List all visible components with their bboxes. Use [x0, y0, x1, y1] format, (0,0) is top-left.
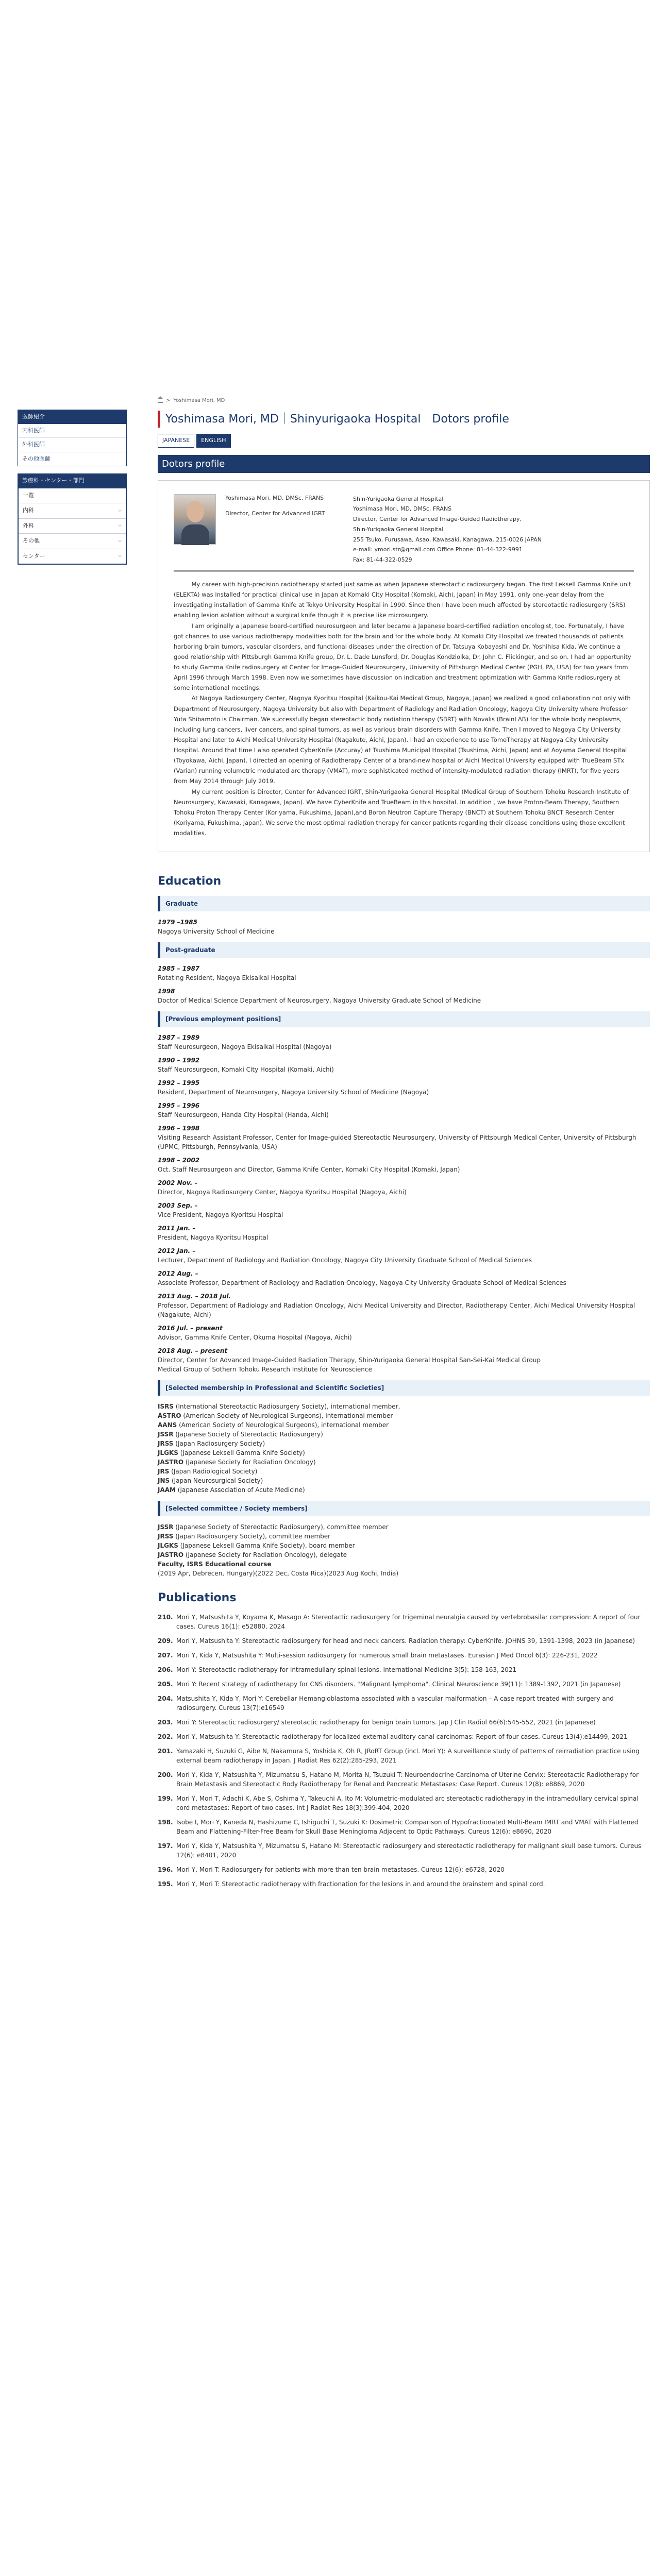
history-entry [158, 1324, 650, 1342]
bio-paragraph: At Nagoya Radiosurgery Center, Nagoya Kyoritsu Hospital (Kaikou-Kai Medical Group, Nagoya, Japan) we realized a good collaboration not only with Department of Neurosurgery, Nagoya University but also with Department of Radiology and Radiation Oncology, Nagoya City University where Professor Yuta Shibamoto is Chairman. We successfully began stereotactic body radiation therapy (SBRT) with Novalis (BrainLAB) for the whole body neoplasms, including lung cancers, liver cancers, and spinal tumors, as well as various brain disorders with Gamma Knife. Then I moved to Nagoya City University Hospital and later to Aichi Medical University Hospital (Nagakute, Aichi, Japan). I had an experience to use TomoTherapy at Nagoya City University Hospital. Around that time I also operated CyberKnife (Accuray) at Tsushima Municipal Hospital (Tsushima, Aichi, Japan) and at Aoyama General Hospital (Toyokawa, Aichi, Japan). I directed an opening of Radiotherapy Center of a brand-new hospital of Aichi Medical University equipped with TrueBeam STx (Varian) running volumetric modulated arc therapy (VMAT), more sophisticated method of intensity-modulated radiation therapy (IMRT), for five years from May 2014 through July 2019. [174, 694, 631, 785]
publication-item [158, 1613, 650, 1631]
doctor-position: Director, Center for Advanced IGRT [225, 510, 325, 517]
entry-year: 1996 – 1998 [158, 1125, 200, 1132]
entry-year: 1992 – 1995 [158, 1079, 200, 1087]
publication-item [158, 1841, 650, 1860]
publication-citation: Mori Y, Mori T: Radiosurgery for patients with more than ten brain metastases. Cureus 12(6): e6728, 2020 [176, 1866, 505, 1874]
entry-text: President, Nagoya Kyoritsu Hospital [158, 1234, 269, 1242]
publication-item [158, 1651, 650, 1660]
entry-text: Rotating Resident, Nagoya Ekisaikai Hospital [158, 974, 296, 982]
history-entry [158, 1269, 650, 1287]
entry-year: 2012 Aug. – [158, 1270, 198, 1278]
entry-year: 2016 Jul. – present [158, 1325, 223, 1332]
bio-paragraph: I am originally a Japanese board-certified neurosurgeon and later became a Japanese board-certified radiation oncologist, too. Fortunately, I have got chances to use various radiotherapy modalities both for the brain and for the whole body. At Komaki City Hospital we treated thousands of patients harboring brain tumors, vascular disorders, and functional diseases under the direction of Dr. Tatsuya Kobayashi and Dr. Yoshihisa Kida. We continue a good relationship with Pittsburgh Gamma Knife group, Dr. L. Dade Lunsford, Dr. Douglas Kondziolka, Dr. John C. Flickinger, and so on. I had an opportunity to study Gamma Knife radiosurgery at Center for Image-Guided Neurosurgery, University of Pittsburgh Medical Center (PGH, PA, USA) for two years from April 1996 through March 1998. Even now we sometimes have discussion on indication and treatment optimization with Gamma Knife radiosurgery at some international meetings. [174, 622, 631, 692]
sidebar-link-surgery[interactable]: 外科医師 [18, 437, 126, 452]
entry-text: Advisor, Gamma Knife Center, Okuma Hospital (Nagoya, Aichi) [158, 1334, 352, 1342]
contact-line: Shin-Yurigaoka General Hospital [353, 526, 444, 533]
employment-list [158, 1033, 650, 1374]
breadcrumb-separator: > [166, 398, 171, 403]
society-item: JSSR (Japanese Society of Stereotactic Radiosurgery), committee member [158, 1523, 389, 1531]
employment-heading: [Previous employment positions] [158, 1011, 650, 1027]
entry-text: Staff Neurosurgeon, Nagoya Ekisaikai Hospital (Nagoya) [158, 1043, 332, 1051]
select-internal-medicine[interactable] [19, 503, 126, 518]
publication-item [158, 1818, 650, 1836]
society-item: AANS (American Society of Neurological Surgeons), international member [158, 1421, 389, 1429]
entry-year: 1987 – 1989 [158, 1034, 200, 1042]
language-tabs [158, 434, 650, 448]
entry-year: 1979 –1985 [158, 919, 197, 926]
publication-number: 198. [158, 1819, 173, 1826]
publication-number: 207. [158, 1652, 173, 1659]
publication-item [158, 1747, 650, 1765]
publication-citation: Mori Y, Matsushita Y: Stereotactic radiosurgery for head and neck cancers. Radiation therapy: CyberKnife. JOHNS 39, 1391-1398, 2023 (in Japanese) [176, 1637, 635, 1645]
history-entry [158, 1056, 650, 1074]
publication-citation: Mori Y, Kida Y, Matsushita Y, Mizumatsu S, Hatano M: Stereotactic radiosurgery and stereotactic radiotherapy for malignant skull base tumors. Cureus 12(6): e8401, 2020 [176, 1842, 642, 1859]
entry-year: 2018 Aug. – present [158, 1347, 228, 1355]
select-label: センター [23, 552, 45, 560]
entry-text: Doctor of Medical Science Department of Neurosurgery, Nagoya University Graduate School of Medicine [158, 997, 481, 1005]
publication-number: 210. [158, 1614, 173, 1621]
select-center[interactable] [19, 549, 126, 564]
contact-line: 255 Tsuko, Furusawa, Asao, Kawasaki, Kanagawa, 215-0026 JAPAN [353, 536, 542, 543]
publication-item [158, 1732, 650, 1741]
department-box [18, 473, 127, 565]
society-item: JASTRO (Japanese Society for Radiation Oncology) [158, 1459, 316, 1466]
breadcrumb [158, 397, 650, 404]
history-entry [158, 1156, 650, 1174]
list-label: 一覧 [23, 492, 34, 499]
chevron-down-icon: ⌵ [118, 538, 122, 544]
entry-text: Staff Neurosurgeon, Komaki City Hospital (Komaki, Aichi) [158, 1066, 334, 1074]
profile-section-bar: Dotors profile [158, 455, 650, 473]
history-entry [158, 1246, 650, 1265]
tab-english[interactable]: ENGLISH [196, 434, 230, 448]
entry-text: Professor, Department of Radiology and Radiation Oncology, Aichi Medical University and Director, Radiotherapy Center, Aichi Medical University Hospital (Nagakute, Aichi) [158, 1302, 635, 1319]
history-entry [158, 1346, 650, 1374]
society-item: JRSS (Japan Radiosurgery Society), committee member [158, 1533, 331, 1540]
publication-item [158, 1865, 650, 1874]
biography [174, 572, 634, 838]
publications-heading: Publications [158, 1591, 237, 1605]
history-entry [158, 1078, 650, 1097]
publication-citation: Mori Y, Kida Y, Matsushita Y: Multi-session radiosurgery for numerous small brain metastases. Eurasian J Med Oncol 6(3): 226-231, 2022 [176, 1652, 598, 1659]
main-content [158, 397, 650, 1894]
doctor-intro-title: 医師紹介 [18, 410, 126, 424]
entry-year: 1990 – 1992 [158, 1057, 200, 1064]
society-item: JNS (Japan Neurosurgical Society) [158, 1477, 263, 1485]
publication-item [158, 1680, 650, 1689]
entry-year: 2003 Sep. – [158, 1202, 198, 1210]
sidebar [18, 410, 127, 572]
entry-text: Nagoya University School of Medicine [158, 928, 275, 936]
society-item: ISRS (International Stereotactic Radiosurgery Society), international member, [158, 1403, 400, 1411]
publication-number: 209. [158, 1637, 173, 1645]
entry-year: 2013 Aug. – 2018 Jul. [158, 1293, 231, 1300]
publication-item [158, 1879, 650, 1889]
select-other[interactable] [19, 533, 126, 549]
society-item: JAAM (Japanese Association of Acute Medicine) [158, 1486, 305, 1494]
entry-text: Associate Professor, Department of Radiology and Radiation Oncology, Nagoya City University Graduate School of Medical Sciences [158, 1279, 566, 1287]
publication-number: 204. [158, 1695, 173, 1703]
committee-list [158, 1522, 650, 1578]
publication-citation: Mori Y: Stereotactic radiotherapy for intramedullary spinal lesions. International Medicine 3(5): 158-163, 2021 [176, 1666, 517, 1674]
history-entry [158, 1224, 650, 1242]
entry-text: Director, Nagoya Radiosurgery Center, Nagoya Kyoritsu Hospital (Nagoya, Aichi) [158, 1189, 407, 1196]
society-item: JRS (Japan Radiological Society) [158, 1468, 258, 1476]
profile-card [158, 480, 650, 853]
publication-item [158, 1718, 650, 1727]
entry-year: 2002 Nov. – [158, 1179, 198, 1187]
publication-number: 199. [158, 1795, 173, 1803]
page-title: Yoshimasa Mori, MD｜Shinyurigaoka Hospital Dotors profile [158, 411, 650, 428]
publication-item [158, 1665, 650, 1674]
bio-paragraph: My career with high-precision radiotherapy started just same as when Japanese stereotactic radiosurgery began. The first Leksell Gamma Knife unit (ELEKTA) was installed for practical clinical use in Japan at Komaki City Hospital (Komaki, Aichi, Japan) in May 1991, only one-year delay from the investigating installation of Gamma Knife at Tokyo University Hospital in 1990. Since then I have been much affected by stereotactic radiosurgery (SRS) enabling lesion ablation without a surgical knife though it is precise like microsurgery. [174, 581, 631, 619]
select-label: 内科 [23, 507, 34, 514]
graduate-list [158, 918, 650, 936]
publication-citation: Mori Y, Mori T: Stereotactic radiotherapy with fractionation for the lesions in and around the brainstem and spinal cord. [176, 1880, 545, 1888]
entry-text: Oct. Staff Neurosurgeon and Director, Gamma Knife Center, Komaki City Hospital (Komaki, Japan) [158, 1166, 460, 1174]
society-item: (2019 Apr, Debrecen, Hungary)(2022 Dec, Costa Rica)(2023 Aug Kochi, India) [158, 1570, 399, 1578]
entry-year: 2011 Jan. – [158, 1225, 196, 1232]
select-label: 外科 [23, 522, 34, 529]
publications-list [158, 1613, 650, 1889]
entry-year: 1995 – 1996 [158, 1102, 200, 1110]
publication-item [158, 1770, 650, 1789]
publication-citation: Mori Y: Stereotactic radiosurgery/ stereotactic radiotherapy for benign brain tumors. Jap J Clin Radiol 66(6):545-552, 2021 (in Japanese) [176, 1719, 596, 1726]
contact-email-line[interactable]: e-mail: ymori.str@gmail.com Office Phone: 81-44-322-9991 [353, 546, 523, 553]
graduate-heading: Graduate [158, 896, 650, 911]
chevron-down-icon: ⌵ [118, 523, 122, 528]
publication-number: 205. [158, 1681, 173, 1688]
society-item: JLGKS (Japanese Leksell Gamma Knife Society), board member [158, 1542, 355, 1550]
publication-citation: Yamazaki H, Suzuki G, Aibe N, Nakamura S, Yoshida K, Oh R, JRoRT Group (incl. Mori Y): A surveillance study of patterns of reirradiation practice using external beam radiotherapy in Japan. J Radiat Res 62(2):285-293, 2021 [176, 1748, 640, 1765]
postgraduate-heading: Post-graduate [158, 942, 650, 958]
publication-citation: Mori Y, Matsushita Y, Koyama K, Masago A: Stereotactic radiosurgery for trigeminal neuralgia caused by vertebrobasilar compression: A report of four cases. Cureus 16(1): e52880, 2024 [176, 1614, 641, 1631]
contact-line: Shin-Yurigaoka General Hospital [353, 495, 444, 502]
publication-number: 201. [158, 1748, 173, 1755]
entry-text: Visiting Research Assistant Professor, Center for Image-guided Stereotactic Neurosurgery, University of Pittsburgh Medical Center, University of Pittsburgh (UPMC, Pittsburgh, Pennsylvania, USA) [158, 1134, 636, 1151]
chevron-down-icon: ⌵ [118, 507, 122, 513]
contact-line: Yoshimasa Mori, MD, DMSc, FRANS [353, 505, 452, 513]
history-entry [158, 964, 650, 982]
history-entry [158, 1101, 650, 1120]
committee-heading: [Selected committee / Society members] [158, 1501, 650, 1516]
tab-japanese[interactable]: JAPANESE [158, 434, 194, 448]
publication-citation: Mori Y, Kida Y, Matsushita Y, Mizumatsu S, Hatano M, Morita N, Tsuzuki T: Neuroendocrine Carcinoma of Uterine Cervix: Stereotactic Radiotherapy for Brain Metastasis and Stereotactic Body Radiotherapy for Renal and Pancreatic Metastases: Case Report. Cureus 12(8): e8869, 2020 [176, 1771, 639, 1788]
contact-block [353, 494, 634, 566]
doctor-name: Yoshimasa Mori, MD, DMSc, FRANS [225, 494, 324, 501]
history-entry [158, 1124, 650, 1151]
chevron-down-icon: ⌵ [118, 553, 122, 558]
select-label: その他 [23, 537, 40, 544]
publication-number: 197. [158, 1842, 173, 1850]
history-entry [158, 987, 650, 1005]
sidebar-link-internal-medicine[interactable]: 内科医師 [18, 424, 126, 438]
entry-year: 2012 Jan. – [158, 1247, 196, 1255]
doctor-photo [174, 494, 216, 545]
postgraduate-list [158, 964, 650, 1005]
department-title: 診療科・センター・部門 [18, 474, 126, 488]
entry-text: Director, Center for Advanced Image-Guided Radiation Therapy, Shin-Yurigaoka General Hospital San-Sei-Kai Medical Group Medical Group of Sothern Tohoku Research Institute for Neuroscience [158, 1357, 541, 1374]
publication-citation: Mori Y, Matsushita Y: Stereotactic radiotherapy for localized external auditory canal carcinomas: Report of four cases. Cureus 13(4):e14499, 2021 [176, 1733, 628, 1741]
publication-number: 203. [158, 1719, 173, 1726]
society-item: JLGKS (Japanese Leksell Gamma Knife Society) [158, 1449, 305, 1457]
publication-number: 200. [158, 1771, 173, 1779]
education-heading: Education [158, 875, 222, 888]
publication-number: 206. [158, 1666, 173, 1674]
publication-item [158, 1694, 650, 1713]
breadcrumb-current: Yoshimasa Mori, MD [173, 398, 225, 403]
department-list-link[interactable] [19, 488, 126, 503]
contact-line: Fax: 81-44-322-0529 [353, 556, 412, 564]
entry-text: Staff Neurosurgeon, Handa City Hospital (Handa, Aichi) [158, 1111, 329, 1119]
sidebar-link-other[interactable]: その他医師 [18, 452, 126, 466]
home-icon[interactable] [158, 398, 163, 403]
doctor-intro-box [18, 410, 127, 466]
entry-text: Resident, Department of Neurosurgery, Nagoya University School of Medicine (Nagoya) [158, 1089, 429, 1096]
publication-citation: Isobe I, Mori Y, Kaneda N, Hashizume C, Ishiguchi T, Suzuki K: Dosimetric Comparison of Hypofractionated Multi-Beam IMRT and VMAT with Flattened Beam and Flattening-Filter-Free Beam for Skull Base Meningioma Adjacent to Optic Pathways. Cureus 12(6): e8690, 2020 [176, 1819, 639, 1836]
contact-line: Director, Center for Advanced Image-Guided Radiotherapy, [353, 516, 522, 523]
society-item: Faculty, ISRS Educational course [158, 1561, 272, 1568]
publication-citation: Mori Y: Recent strategy of radiotherapy for CNS disorders. "Malignant lymphoma". Clinical Neuroscience 39(11): 1389-1392, 2021 (in Japanese) [176, 1681, 621, 1688]
society-item: ASTRO (American Society of Neurological Surgeons), international member [158, 1412, 393, 1420]
entry-year: 1998 [158, 988, 175, 995]
publication-item [158, 1794, 650, 1812]
history-entry [158, 1201, 650, 1219]
publication-number: 195. [158, 1880, 173, 1888]
entry-text: Vice President, Nagoya Kyoritsu Hospital [158, 1211, 283, 1219]
history-entry [158, 1292, 650, 1319]
membership-list [158, 1402, 650, 1495]
history-entry [158, 918, 650, 936]
select-surgery[interactable] [19, 518, 126, 534]
publication-number: 196. [158, 1866, 173, 1874]
publication-number: 202. [158, 1733, 173, 1741]
publication-citation: Matsushita Y, Kida Y, Mori Y: Cerebellar Hemangioblastoma associated with a vascular malformation – A case report treated with surgery and radiosurgery. Cureus 13(7):e16549 [176, 1695, 614, 1712]
society-item: JSSR (Japanese Society of Stereotactic Radiosurgery) [158, 1431, 323, 1438]
society-item: JRSS (Japan Radiosurgery Society) [158, 1440, 265, 1448]
publication-item [158, 1636, 650, 1646]
bio-paragraph: My current position is Director, Center for Advanced IGRT, Shin-Yurigaoka General Hospital (Medical Group of Southern Tohoku Research Institute of Neurosurgery, Kawasaki, Kanagawa, Japan). We have CyberKnife and TrueBeam in this hospital. In addition , we have Proton-Beam Therapy, Southern Tohoku Proton Therapy Center (Koriyama, Fukushima, Japan),and Boron Neutron Capture Therapy (BNCT) at Southern Tohoku BNCT Research Center (Koriyama, Fukushima, Japan). We serve the most optimal radiation therapy for cancer patients regarding their disease conditions using those excellent modalities. [174, 788, 629, 837]
society-item: JASTRO (Japanese Society for Radiation Oncology), delegate [158, 1551, 347, 1559]
publication-citation: Mori Y, Mori T, Adachi K, Abe S, Oshima Y, Takeuchi A, Ito M: Volumetric-modulated arc stereotactic radiotherapy in the intramedullary cervical spinal cord metastases: Report of two cases. Int J Radiat Res 18(3):399-404, 2020 [176, 1795, 639, 1812]
membership-heading: [Selected membership in Professional and Scientific Societies] [158, 1380, 650, 1396]
history-entry [158, 1033, 650, 1052]
entry-year: 1985 – 1987 [158, 965, 200, 973]
entry-text: Lecturer, Department of Radiology and Radiation Oncology, Nagoya City University Graduate School of Medical Sciences [158, 1257, 532, 1264]
profile-name-block [225, 494, 344, 566]
history-entry [158, 1178, 650, 1197]
entry-year: 1998 – 2002 [158, 1157, 200, 1164]
